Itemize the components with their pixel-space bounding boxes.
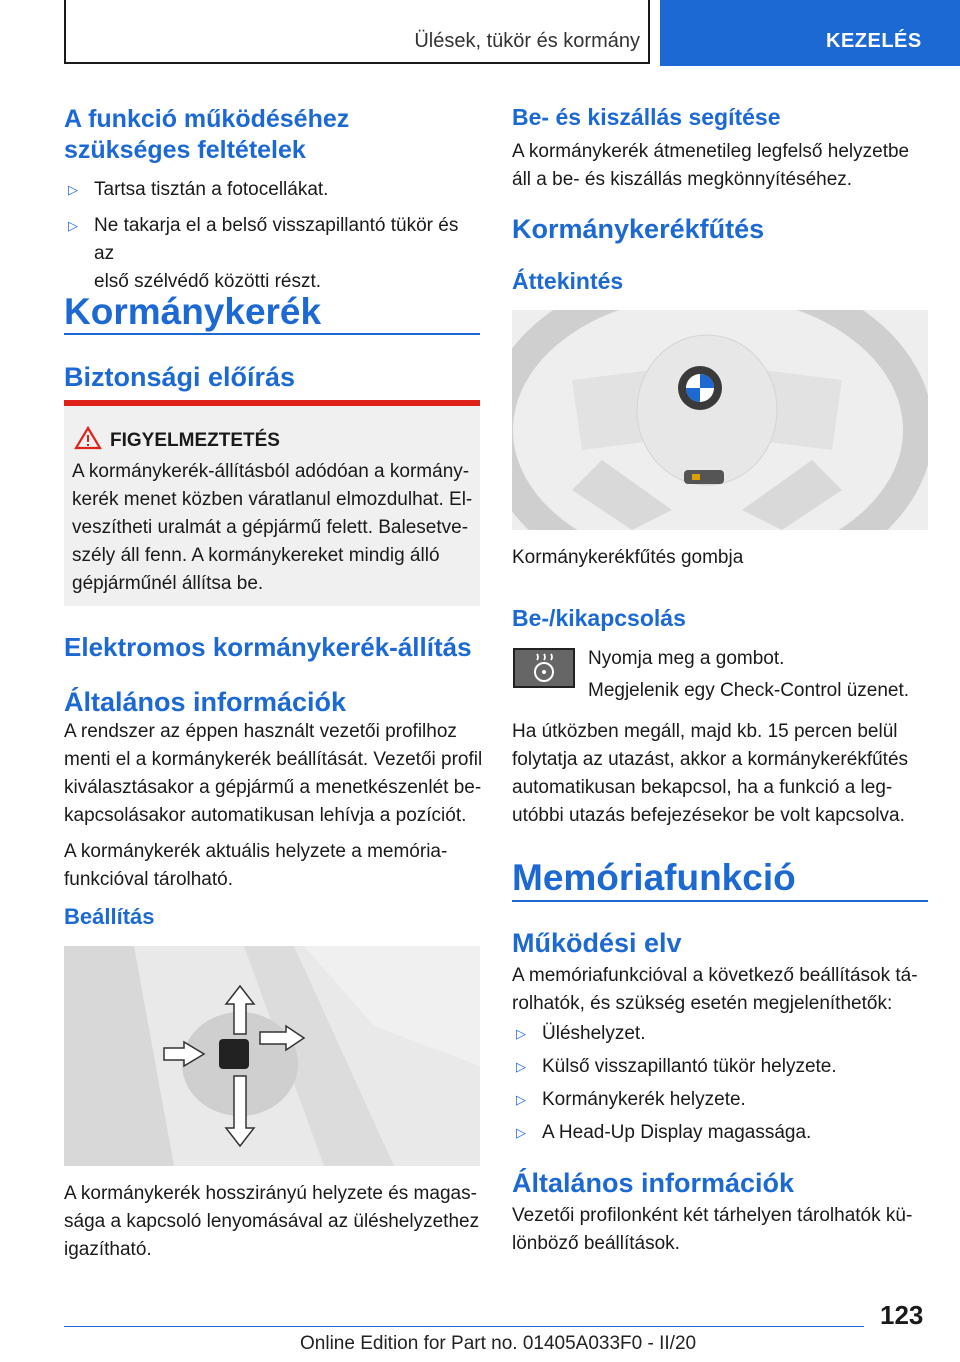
warning-box xyxy=(64,400,480,606)
chapter-tab xyxy=(660,0,960,66)
electric-heading: Elektromos kormánykerék-állítás xyxy=(64,632,472,662)
general-text-left: A rendszer az éppen használt vezetői profilhoz menti el a kormánykerék beállítását. Vezetői profil kiválasztásakor a gépjármű a menetkészenlét be- kapcsolásakor automatikusan lehívja a pozíciót. A kormánykerék aktuális helyzete a memória- funkcióval tárolható. xyxy=(64,721,483,890)
list-item: ▷ Ne takarja el a belső visszapillantó tükör és az első szélvédő közötti részt. xyxy=(64,212,480,296)
warning-icon xyxy=(74,426,102,455)
section-title: Ülések, tükör és kormány xyxy=(414,30,640,52)
edition-footer: Online Edition for Part no. 01405A033F0 - II/20 xyxy=(300,1333,697,1354)
memory-heading: Memóriafunkció xyxy=(512,857,796,898)
triangle-bullet-icon: ▷ xyxy=(516,1125,526,1140)
list-item: ▷ Tartsa tisztán a fotocellákat. xyxy=(64,176,480,204)
heated-steering-wheel-button-icon xyxy=(513,648,575,688)
steering-heading: Kormánykerék xyxy=(64,291,322,332)
list-item: ▷ Üléshelyzet. xyxy=(512,1020,932,1048)
list-item: ▷ A Head-Up Display magassága. xyxy=(512,1119,932,1147)
adjust-caption: A kormánykerék hosszirányú helyzete és magas- sága a kapcsoló lenyomásával az üléshelyzethez igazítható. xyxy=(64,1183,480,1260)
triangle-bullet-icon: ▷ xyxy=(68,182,78,197)
triangle-bullet-icon: ▷ xyxy=(516,1026,526,1041)
memory-list xyxy=(512,1020,932,1147)
warning-label: FIGYELMEZTETÉS xyxy=(110,430,280,451)
setting-heading: Beállítás xyxy=(64,904,155,929)
header-rule-right xyxy=(648,0,650,64)
left-column xyxy=(64,104,480,296)
triangle-bullet-icon: ▷ xyxy=(68,218,78,233)
prereq-heading: A funkció működéséhez szükséges feltételek xyxy=(64,105,350,164)
principle-text: A memóriafunkcióval a következő beállítások tá- rolhatók, és szükség esetén megjeleníthetők: xyxy=(512,965,918,1014)
general-heading-right: Általános információk xyxy=(512,1168,795,1198)
steering-adjust-image xyxy=(64,946,480,1166)
general-text-right: Vezetői profilonként két tárhelyen tárolhatók kü- lönböző beállítások. xyxy=(512,1205,913,1254)
entry-heading: Be- és kiszállás segítése xyxy=(512,104,781,130)
header-underline xyxy=(64,62,650,64)
heating-caption: Kormánykerékfűtés gombja xyxy=(512,547,744,568)
list-item: ▷ Külső visszapillantó tükör helyzete. xyxy=(512,1053,932,1081)
onoff-heading: Be-/kikapcsolás xyxy=(512,605,686,631)
footer-rule xyxy=(64,1326,864,1327)
safety-heading: Biztonsági előírás xyxy=(64,362,296,392)
onoff-text: Nyomja meg a gombot. Megjelenik egy Check-Control üzenet. xyxy=(588,648,910,701)
heating-heading: Kormánykerékfűtés xyxy=(512,214,765,244)
steering-wheel-image xyxy=(512,310,928,530)
triangle-bullet-icon: ▷ xyxy=(516,1059,526,1074)
list-item: ▷ Kormánykerék helyzete. xyxy=(512,1086,932,1114)
header-rule-left xyxy=(64,0,66,64)
heading-rule xyxy=(512,900,928,902)
overview-heading: Áttekintés xyxy=(512,268,624,294)
interrupt-text: Ha útközben megáll, majd kb. 15 percen belül folytatja az utazást, akkor a kormánykerékfűtés automatikusan bekapcsol, ha a funkció a leg- utóbbi utazás befejezésekor be volt kapcsolva. xyxy=(512,721,909,826)
chapter-tab-label: KEZELÉS xyxy=(826,30,922,52)
heading-rule xyxy=(64,333,480,335)
principle-heading: Működési elv xyxy=(512,928,682,958)
warning-text: A kormánykerék-állításból adódóan a kormány- kerék menet közben váratlanul elmozdulhat. El- veszítheti uralmát a gépjármű felett. Balesetve- szély áll fenn. A kormánykereket mindig álló gépjárműnél állítsa be. xyxy=(72,461,473,594)
triangle-bullet-icon: ▷ xyxy=(516,1092,526,1107)
general-heading-left: Általános információk xyxy=(64,687,347,717)
entry-text: A kormánykerék átmenetileg legfelső helyzetbe áll a be- és kiszállás megkönnyítéséhez. xyxy=(512,141,910,190)
page-number: 123 xyxy=(880,1300,924,1330)
